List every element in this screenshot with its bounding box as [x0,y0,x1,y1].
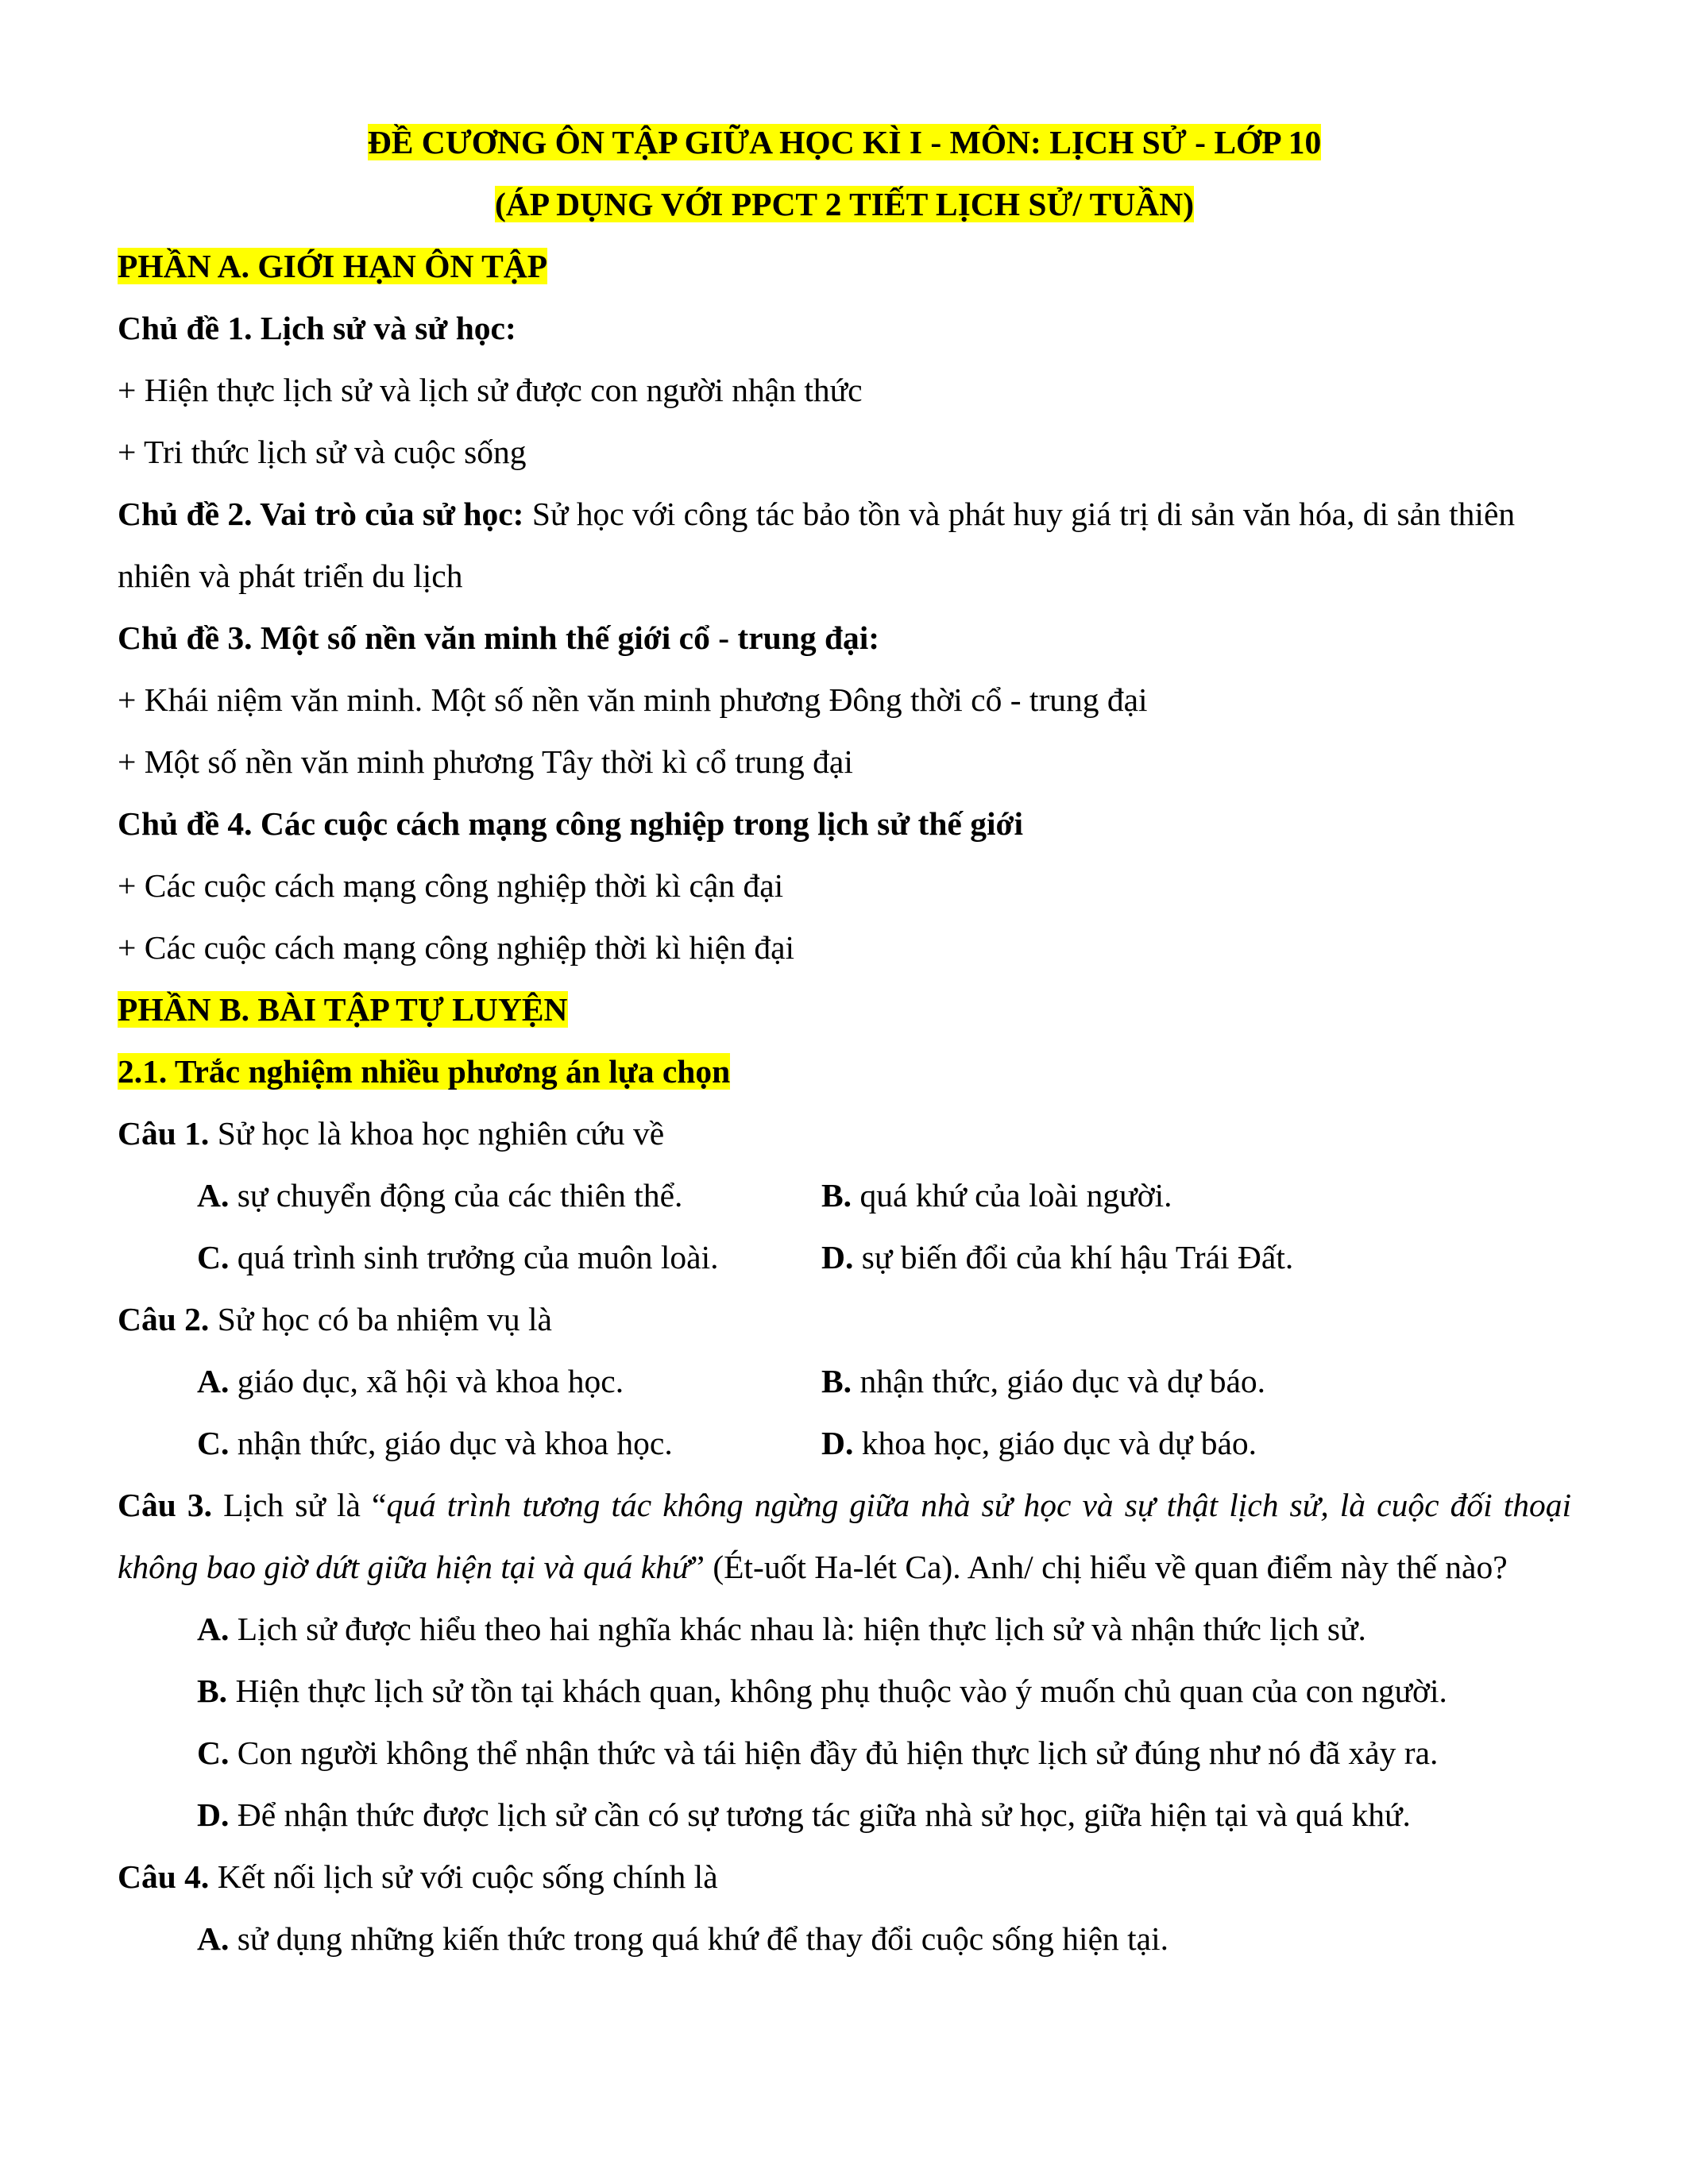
question-label: Câu 3. [118,1487,213,1523]
option-c: C. nhận thức, giáo dục và khoa học. [197,1425,673,1461]
topic-3-item: + Một số nền văn minh phương Tây thời kì cổ trung đại [118,743,853,780]
option-d: D. khoa học, giáo dục và dự báo. [821,1425,1257,1461]
question-3: Câu 3. Lịch sử là “quá trình tương tác không ngừng giữa nhà sử học và sự thật lịch sử, là cuộc đối thoại không bao giờ dứt giữa hiện tại và quá khứ” (Ét-uốt Ha-lét Ca). Anh/ chị hiểu về quan điểm này thế nào? [118,1487,1571,1585]
part-b-heading: PHẦN B. BÀI TẬP TỰ LUYỆN [118,991,568,1028]
option-c: C. Con người không thể nhận thức và tái hiện đầy đủ hiện thực lịch sử đúng như nó đã xảy ra. [197,1734,1439,1771]
options-row [118,1350,1571,1412]
topic-1-title: Chủ đề 1. Lịch sử và sử học: [118,310,516,346]
document-subtitle: (ÁP DỤNG VỚI PPCT 2 TIẾT LỊCH SỬ/ TUẦN) [494,186,1195,222]
topic-3-item: + Khái niệm văn minh. Một số nền văn minh phương Đông thời cổ - trung đại [118,681,1148,718]
topic-4-item: + Các cuộc cách mạng công nghiệp thời kì cận đại [118,867,784,904]
option-a: A. sự chuyển động của các thiên thể. [197,1177,683,1214]
document-page [118,111,1571,1970]
option-b: B. quá khứ của loài người. [821,1177,1172,1214]
options-row [118,1412,1571,1474]
topic-2-text: Sử học với công tác bảo tồn và phát huy giá trị di sản văn hóa, di sản thiên nhiên và phát triển du lịch [118,496,1516,594]
topic-1-item: + Tri thức lịch sử và cuộc sống [118,434,527,470]
question-label: Câu 2. [118,1301,210,1337]
part-a-heading: PHẦN A. GIỚI HẠN ÔN TẬP [118,248,548,284]
topic-4-item: + Các cuộc cách mạng công nghiệp thời kì hiện đại [118,929,795,966]
quote: quá trình tương tác không ngừng giữa nhà sử học và sự thật lịch sử, là cuộc đối thoại không bao giờ dứt giữa hiện tại và quá khứ [118,1487,1571,1585]
options-row [118,1226,1571,1288]
options-row [118,1164,1571,1226]
option-a: A. Lịch sử được hiểu theo hai nghĩa khác nhau là: hiện thực lịch sử và nhận thức lịch sử. [197,1611,1366,1647]
part-b-subheading: 2.1. Trắc nghiệm nhiều phương án lựa chọn [118,1053,731,1090]
option-b: B. nhận thức, giáo dục và dự báo. [821,1363,1266,1399]
topic-1-item: + Hiện thực lịch sử và lịch sử được con người nhận thức [118,372,863,408]
topic-2-title: Chủ đề 2. Vai trò của sử học: [118,496,524,532]
question-text: Sử học là khoa học nghiên cứu về [209,1115,665,1152]
question-1 [118,1102,1571,1164]
question-label: Câu 4. [118,1858,210,1895]
option-d: D. Để nhận thức được lịch sử cần có sự tương tác giữa nhà sử học, giữa hiện tại và quá khứ. [197,1796,1411,1833]
option-a: A. giáo dục, xã hội và khoa học. [197,1363,624,1399]
option-c: C. quá trình sinh trưởng của muôn loài. [197,1239,719,1275]
document-title: ĐỀ CƯƠNG ÔN TẬP GIỮA HỌC KÌ I - MÔN: LỊCH SỬ - LỚP 10 [367,124,1322,160]
option-b: B. Hiện thực lịch sử tồn tại khách quan, không phụ thuộc vào ý muốn chủ quan của con người. [197,1673,1447,1709]
question-2 [118,1288,1571,1350]
question-label: Câu 1. [118,1115,210,1152]
topic-4-title: Chủ đề 4. Các cuộc cách mạng công nghiệp trong lịch sử thế giới [118,805,1023,842]
question-text: Sử học có ba nhiệm vụ là [209,1301,552,1337]
question-4 [118,1846,1571,1908]
topic-2-paragraph [118,483,1571,607]
question-text: Kết nối lịch sử với cuộc sống chính là [209,1858,718,1895]
option-a: A. sử dụng những kiến thức trong quá khứ để thay đổi cuộc sống hiện tại. [197,1920,1168,1957]
topic-3-title: Chủ đề 3. Một số nền văn minh thế giới cổ - trung đại: [118,619,880,656]
option-d: D. sự biến đổi của khí hậu Trái Đất. [821,1239,1294,1275]
